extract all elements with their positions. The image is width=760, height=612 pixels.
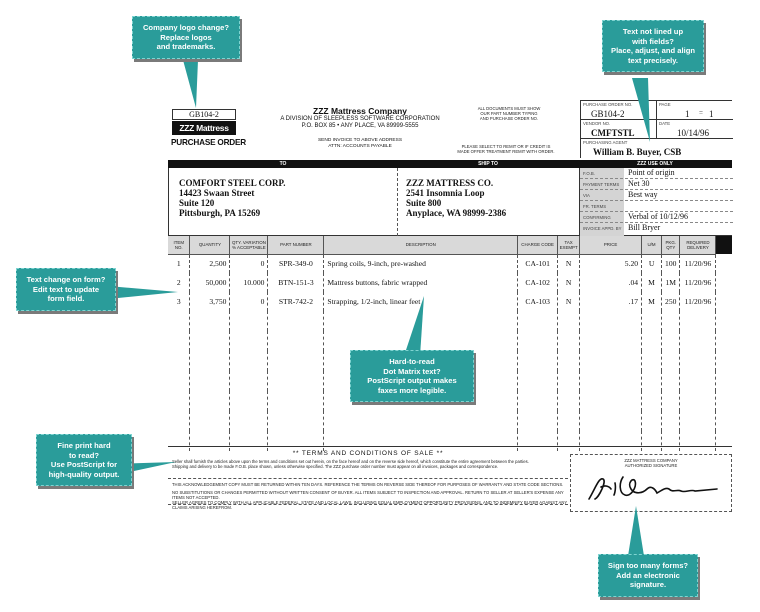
table-cell[interactable]: M xyxy=(642,292,662,311)
address-line: COMFORT STEEL CORP. xyxy=(179,178,286,188)
table-cell[interactable]: U xyxy=(642,254,662,273)
callout-line: Use PostScript for xyxy=(50,460,118,470)
terms-line: SELLER AGREES TO COMPLY WITH ALL APPLICABLE FEDERAL, STATE AND LOCAL LAWS, INCLUDING EQUAL EMPLOYMENT OPPORTUNITY PROVISIONS, AND TO INDEMNIFY BUYER AGAINST ANY CLAIMS ARISING HEREFROM. xyxy=(172,500,568,510)
callout-line: Sign too many forms? xyxy=(607,561,689,570)
address-line: Suite 120 xyxy=(179,198,215,208)
address-line: 2541 Insomnia Loop xyxy=(406,188,485,198)
terms-line: THIS ACKNOWLEDGEMENT COPY MUST BE RETURNED WITHIN TEN DAYS. REFERENCE THE TERMS ON REVERSE SIDE THEREOF FOR PURPOSES OF WARRANTY AND STATE CODE SECTIONS. xyxy=(172,482,564,487)
callout-line: Replace logos xyxy=(160,32,212,42)
table-cell[interactable]: STR-742-2 xyxy=(268,292,324,311)
column-header: DESCRIPTION xyxy=(324,236,518,254)
table-cell[interactable]: 0 xyxy=(230,292,268,311)
terms-line: Seller shall furnish the articles above upon the terms and conditions set out herein, on the face hereof and on the reverse side hereof, which constitute the entire agreement between the parties. xyxy=(172,459,529,464)
page-label: PAGE xyxy=(659,102,671,107)
table-cell[interactable]: 5.20 xyxy=(580,254,642,273)
table-cell[interactable]: CA-101 xyxy=(518,254,558,273)
column-header: PRICE xyxy=(580,236,642,254)
use-value[interactable]: Point of origin xyxy=(628,168,675,177)
buyer-value[interactable]: William B. Buyer, CSB xyxy=(593,147,682,157)
terms-line: Shipping and delivery to be made F.O.B. place shown, unless otherwise specified. The ZZZ purchase order number must appear on all invoices, packages and correspondence. xyxy=(172,464,499,469)
invoice-attention: ATTN: ACCOUNTS PAYABLE xyxy=(328,144,392,149)
callout-line: faxes more legible. xyxy=(377,385,447,395)
table-cell[interactable]: M xyxy=(642,273,662,292)
table-cell[interactable]: 11/20/96 xyxy=(680,292,716,311)
table-cell[interactable]: 2,500 xyxy=(190,254,230,273)
terms-line: NO SUBSTITUTIONS OR CHANGES PERMITTED WITHOUT WRITTEN CONSENT OF BUYER. ALL ITEMS SUBJECT TO INSPECTION AND APPROVAL. RETURN TO SELLER AT SELLER'S EXPENSE ANY ITEMS NOT ACCEPTED. xyxy=(172,490,564,500)
use-label: VIA xyxy=(583,193,590,198)
table-cell[interactable]: CA-102 xyxy=(518,273,558,292)
table-cell[interactable]: Strapping, 1/2-inch, linear feet xyxy=(324,292,518,311)
table-cell[interactable]: 250 xyxy=(662,292,680,311)
callout-line: Edit text to update xyxy=(32,284,100,294)
company-division: A DIVISION OF SLEEPLESS SOFTWARE CORPORATION xyxy=(280,116,440,122)
use-value[interactable]: Verbal of 10/12/96 xyxy=(628,212,688,221)
table-cell[interactable]: BTN-151-3 xyxy=(268,273,324,292)
address-line: Anyplace, WA 98999-2386 xyxy=(406,208,507,218)
column-header: U/M xyxy=(642,236,662,254)
vendor-value[interactable]: CMFTSTL xyxy=(591,128,635,138)
callout-line: Company logo change? xyxy=(142,23,230,32)
page-value[interactable]: 1 xyxy=(685,109,690,119)
callout-line: Text change on form? xyxy=(26,275,106,284)
column-header: QUANTITY xyxy=(190,236,230,254)
date-value[interactable]: 10/14/96 xyxy=(677,128,710,138)
po-number-label: PURCHASE ORDER NO. xyxy=(583,102,633,107)
table-cell[interactable]: 1 xyxy=(168,254,190,273)
table-cell[interactable]: .17 xyxy=(580,292,642,311)
callout-fine-print xyxy=(36,434,132,486)
table-cell[interactable]: Mattress buttons, fabric wrapped xyxy=(324,273,518,292)
callout-line: and trademarks. xyxy=(156,42,216,52)
table-cell[interactable]: .04 xyxy=(580,273,642,292)
callout-line: Fine print hard xyxy=(57,441,111,450)
column-header: QTY. VARIATION % ACCEPTABLE xyxy=(230,236,268,254)
table-cell[interactable]: N xyxy=(558,292,580,311)
signature-caption: AUTHORIZED SIGNATURE xyxy=(624,463,678,468)
table-cell[interactable]: 11/20/96 xyxy=(680,254,716,273)
table-cell[interactable]: 10.000 xyxy=(230,273,268,292)
column-header: ITEM NO. xyxy=(168,236,190,254)
table-cell[interactable]: 2 xyxy=(168,273,190,292)
callout-alignment xyxy=(602,20,704,72)
callout-logo xyxy=(132,16,240,59)
callout-dot-matrix xyxy=(350,350,474,402)
vendor-label: VENDOR NO. xyxy=(583,121,611,126)
po-number-value[interactable]: GB104-2 xyxy=(591,109,625,119)
column-header: PART NUMBER xyxy=(268,236,324,254)
form-number-box: GB104-2 xyxy=(172,109,236,120)
callout-signature xyxy=(598,554,698,597)
terms-title: ** TERMS AND CONDITIONS OF SALE ** xyxy=(292,450,444,457)
bar-to-label: TO xyxy=(279,161,287,167)
address-line: ZZZ MATTRESS CO. xyxy=(406,178,494,188)
table-cell[interactable]: 1M xyxy=(662,273,680,292)
notice-line: AND PURCHASE ORDER NO. xyxy=(479,116,539,121)
callout-line: text precisely. xyxy=(627,55,679,65)
remit-line: PLEASE SELECT TO REMIT OR IF CREDIT IS xyxy=(461,144,551,149)
bar-ship-label: SHIP TO xyxy=(478,161,498,167)
callout-line: Add an electronic xyxy=(616,570,680,580)
table-cell[interactable]: 3,750 xyxy=(190,292,230,311)
form-title: PURCHASE ORDER xyxy=(171,138,246,147)
remit-line: MADE OFFER TREATMENT REMIT WITH ORDER. xyxy=(457,149,555,154)
callout-text-change xyxy=(16,268,116,311)
table-cell[interactable]: 100 xyxy=(662,254,680,273)
callout-line: high-quality output. xyxy=(48,469,120,479)
page-cell: PAGE 1 = 1 xyxy=(657,101,733,120)
callout-line: Text not lined up xyxy=(622,27,684,36)
callout-line: form field. xyxy=(47,294,85,304)
use-value[interactable]: Best way xyxy=(628,190,658,199)
table-cell[interactable]: Spring coils, 9-inch, pre-washed xyxy=(324,254,518,273)
column-header: PKG. QTY xyxy=(662,236,680,254)
table-cell[interactable]: 11/20/96 xyxy=(680,273,716,292)
table-cell[interactable]: N xyxy=(558,254,580,273)
table-cell[interactable]: N xyxy=(558,273,580,292)
callout-line: to read? xyxy=(69,450,99,460)
company-name: ZZZ Mattress Company xyxy=(313,106,407,116)
address-line: Pittsburgh, PA 15269 xyxy=(179,208,261,218)
date-label: DATE xyxy=(659,121,671,126)
column-header: TAX EXEMPT xyxy=(558,236,580,254)
callout-line: Hard-to-read xyxy=(389,357,435,366)
use-label: PAYMENT TERMS xyxy=(583,182,620,187)
company-logo: ZZZ Mattress xyxy=(172,121,236,135)
buyer-label: PURCHASING AGENT xyxy=(583,140,628,145)
callout-line: PostScript output makes xyxy=(367,376,457,386)
use-label: INVOICE APPD. BY xyxy=(583,226,622,231)
invoice-instruction: SEND INVOICE TO ABOVE ADDRESS xyxy=(317,138,403,143)
column-header: CHARGE CODE xyxy=(518,236,558,254)
table-cell[interactable]: 3 xyxy=(168,292,190,311)
callout-line: Dot Matrix text? xyxy=(383,366,441,376)
callout-line: Place, adjust, and align xyxy=(611,46,695,56)
use-value[interactable]: Net 30 xyxy=(628,179,650,188)
callout-line: signature. xyxy=(629,580,667,590)
use-label: F.O.B. xyxy=(583,171,595,176)
notice-line: ALL DOCUMENTS MUST SHOW xyxy=(477,106,541,111)
use-label: CONFIRMING xyxy=(583,215,611,220)
use-label: FR. TERMS xyxy=(583,204,607,209)
column-header: REQUIRED DELIVERY xyxy=(680,236,716,254)
bar-use-label: ZZZ USE ONLY xyxy=(637,161,673,167)
table-cell[interactable]: SPR-349-0 xyxy=(268,254,324,273)
notice-line: OUR PART NUMBER TYPING xyxy=(480,111,538,116)
table-cell[interactable]: 0 xyxy=(230,254,268,273)
table-cell[interactable]: 50,000 xyxy=(190,273,230,292)
address-line: 14423 Swaan Street xyxy=(179,188,255,198)
table-cell[interactable]: CA-103 xyxy=(518,292,558,311)
page-of-value[interactable]: 1 xyxy=(709,109,714,119)
callout-line: with fields? xyxy=(632,36,674,46)
signature-company: ZZZ MATTRESS COMPANY xyxy=(624,458,678,463)
company-address: P.O. BOX 85 • ANY PLACE, VA 89999-5555 xyxy=(301,123,419,129)
address-line: Suite 800 xyxy=(406,198,442,208)
use-value[interactable]: Bill Bryer xyxy=(628,223,661,232)
